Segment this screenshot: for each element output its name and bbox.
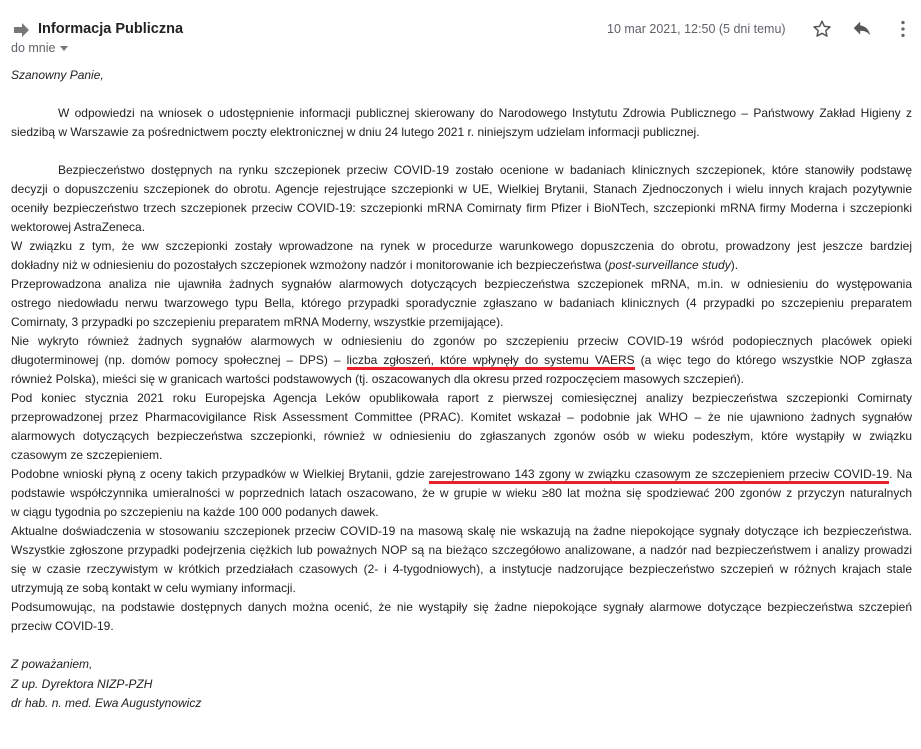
text-line: [11, 123, 912, 142]
text-segment: Aktualne doświadczenia w stosowaniu szczepionek przeciw COVID-19 na masową skalę nie wskazują na żadne niepokojące sygnały dotyczące ich bezpieczeństwa.: [11, 524, 912, 538]
text-segment: . Na: [889, 467, 912, 481]
text-line: [11, 389, 912, 408]
text-line: [11, 313, 912, 332]
text-segment: Nie wykryto również żadnych sygnałów alarmowych w odniesieniu do zgonów po szczepieniu przeciw COVID-19 wśród podopiecznych placówek opieki: [11, 334, 912, 348]
text-line: [11, 579, 912, 598]
text-line: [11, 370, 912, 389]
paragraph: [11, 598, 912, 636]
text-line: [11, 351, 912, 370]
text-line: [11, 446, 912, 465]
text-segment: utrzymują ze sobą kontakt w celu wymiany informacji.: [11, 581, 296, 595]
text-line: [11, 617, 912, 636]
text-segment: W związku z tym, że ww szczepionki zostały wprowadzone na rynek w procedurze warunkowego dopuszczenia do obrotu, prowadzony jest jeszcze bardziej: [11, 239, 912, 253]
text-segment: czasowym ze szczepieniem.: [11, 448, 163, 462]
email-date: 10 mar 2021, 12:50 (5 dni temu): [607, 22, 786, 36]
text-segment: Podobne wnioski płyną z oceny takich przypadków w Wielkiej Brytanii, gdzie: [11, 467, 429, 481]
text-segment: decyzji o dopuszczeniu szczepionek do obrotu. Agencje rejestrujące szczepionki w UE, Wielkiej Brytanii, Stanach Zjednoczonych i wielu innych krajach pozytywnie: [11, 182, 912, 196]
paragraph: [11, 275, 912, 332]
text-segment: ).: [730, 258, 739, 272]
text-line: [11, 465, 912, 484]
text-segment: Pod koniec stycznia 2021 roku Europejska Agencja Leków opublikowała raport z pierwszej comiesięcznej analizy bezpieczeństwa szczepionki Comirnaty: [11, 391, 912, 405]
text-line: [11, 484, 912, 503]
recipient-dropdown[interactable]: [11, 41, 68, 55]
signature: [11, 655, 912, 714]
text-segment: się w czasie rzeczywistym w krótkich przedziałach czasowych (2- i 4-tygodniowych), a instytucje nadzorujące bezpieczeństwo szczepień w różnych krajach stale: [11, 562, 912, 576]
text-segment: w ciągu tygodnia po szczepieniu na każde 100 000 podanych dawek.: [11, 505, 379, 519]
text-segment: przeciw COVID-19.: [11, 619, 114, 633]
text-segment: Comirnaty, 3 przypadki po szczepieniu preparatem mRNA Moderny, wszystkie przemijające).: [11, 315, 504, 329]
text-line: [11, 180, 912, 199]
text-line: [11, 560, 912, 579]
text-line: [11, 199, 912, 218]
paragraph: [11, 522, 912, 598]
text-segment: podstawie współczynnika umieralności w poprzednich latach oszacowano, że w grupie w wieku ≥80 lat można się spodziewać 200 zgonów z przyczyn naturalnych: [11, 486, 912, 500]
underlined-highlight: liczba zgłoszeń, które wpłynęły do systemu VAERS: [347, 353, 635, 370]
text-segment: wektorowej AstraZeneca.: [11, 220, 146, 234]
paragraph: [11, 465, 912, 522]
text-segment: przeprowadzonej przez Pharmacovigilance Risk Assessment Committee (PRAC). Komitet wskazał – podobnie jak WHO – że nie ujawniono żadnych sygnałów: [11, 410, 912, 424]
paragraph: [11, 104, 912, 142]
text-line: [11, 275, 912, 294]
text-segment: dokładny niż w odniesieniu do pozostałych szczepionek wzmożony nadzór i monitorowanie ich bezpieczeństwa (: [11, 258, 609, 272]
text-line: [11, 522, 912, 541]
text-segment: W odpowiedzi na wniosek o udostępnienie informacji publicznej skierowany do Narodowego Instytutu Zdrowia Publicznego – Państwowy Zakład Higieny z: [58, 106, 912, 120]
email-body: [11, 66, 912, 714]
text-segment: długoterminowej (np. domów pomocy społecznej – DPS) –: [11, 353, 347, 367]
text-segment: Wszystkie zgłoszone przypadki podejrzenia ciężkich lub poważnych NOP są na bieżąco szczegółowo analizowane, a nadzór nad bezpieczeństwem i analizy prowadzi: [11, 543, 912, 557]
paragraph: [11, 237, 912, 275]
email-subject: Informacja Publiczna: [38, 21, 184, 37]
text-segment: Bezpieczeństwo dostępnych na rynku szczepionek przeciw COVID-19 zostało ocenione w badaniach klinicznych szczepionek, które stanowiły podstawę: [58, 163, 912, 177]
message-header: [0, 0, 921, 60]
paragraph: [11, 161, 912, 237]
text-segment: Podsumowując, na podstawie dostępnych danych można ocenić, że nie wystąpiły się żadne niepokojące sygnały alarmowe dotyczące bezpieczeństwa szczepień: [11, 600, 912, 614]
underlined-highlight: zarejestrowano 143 zgony w związku czasowym ze szczepieniem przeciw COVID-19: [429, 467, 889, 484]
text-line: [11, 503, 912, 522]
text-line: [11, 237, 912, 256]
reply-icon[interactable]: [851, 18, 873, 40]
caret-down-icon: [60, 46, 68, 51]
text-segment: alarmowych dotyczących bezpieczeństwa szczepionki, również w odniesieniu do zgłaszanych zgonów osób w wieku podeszłym, które wystąpiły w związku: [11, 429, 912, 443]
paragraph: [11, 332, 912, 389]
text-line: [11, 161, 912, 180]
text-line: [11, 294, 912, 313]
text-line: [11, 332, 912, 351]
text-line: [11, 427, 912, 446]
text-line: [11, 104, 912, 123]
recipient-label: do mnie: [11, 41, 56, 55]
text-segment: siedzibą w Warszawie za pośrednictwem poczty elektronicznej w dniu 24 lutego 2021 r. niniejszym udzielam informacji publicznej.: [11, 125, 700, 139]
more-vert-icon[interactable]: [892, 18, 914, 40]
greeting: Szanowny Panie,: [11, 68, 104, 82]
text-segment: również Polska), mieści się w granicach wartości podstawowych (tj. oszacowanych dla okresu przed rozpoczęciem masowych szczepień).: [11, 372, 744, 386]
text-line: [11, 598, 912, 617]
text-line: [11, 218, 912, 237]
label-arrow-icon: [13, 23, 29, 37]
signature-line: Z poważaniem,: [11, 657, 93, 671]
text-segment: (a więc tego do którego wszystkie NOP zgłasza: [634, 353, 912, 367]
paragraph: [11, 389, 912, 465]
italic-text: post-surveillance study: [608, 258, 731, 272]
star-icon[interactable]: [811, 18, 833, 40]
text-line: [11, 541, 912, 560]
text-line: [11, 408, 912, 427]
text-segment: ostrego niedowładu nerwu twarzowego typu Bella, którego przypadki sporadycznie zgłaszano w badaniach klinicznych (4 przypadki po szczepieniu preparatem: [11, 296, 912, 310]
signature-line: dr hab. n. med. Ewa Augustynowicz: [11, 696, 202, 710]
signature-line: Z up. Dyrektora NIZP-PZH: [11, 676, 153, 691]
text-segment: oceniły bezpieczeństwo trzech szczepionek przeciw COVID-19: szczepionki mRNA Comirnaty firm Pfizer i BioNTech, szczepionki mRNA firmy Moderna i szczepionki: [11, 201, 912, 215]
text-segment: Przeprowadzona analiza nie ujawniła żadnych sygnałów alarmowych dotyczących bezpieczeństwa szczepionek mRNA, m.in. w odniesieniu do występowania: [11, 277, 912, 291]
text-line: [11, 256, 912, 275]
